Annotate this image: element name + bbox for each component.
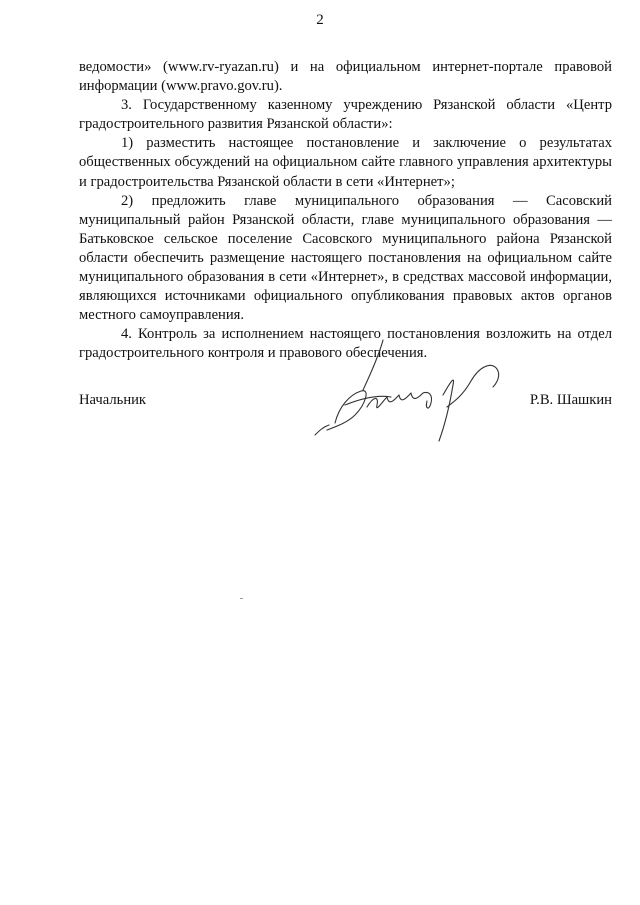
paragraph-subitem-2: 2) предложить главе муниципального образования — Сасовский муниципальный район Рязанской области, главе муниципального образования — Батьковское сельское поселение Сасовского муниципального района Рязанской области обеспечить размещение настоящего постановления на официальном сайте муниципального образования в сети «Интернет», в средствах массовой информации, являющихся источниками официального опубликования правовых актов органов местного самоуправления. — [79, 192, 612, 324]
page-number: 2 — [316, 12, 324, 28]
handwritten-signature-icon — [305, 335, 505, 445]
paragraph-subitem-1: 1) разместить настоящее постановление и заключение о результатах общественных обсуждений на официальном сайте главного управления архитектуры и градостроительства Рязанской области в сети «Интернет»; — [79, 135, 612, 190]
signatory-title: Начальник — [79, 392, 147, 408]
signature-block — [79, 392, 612, 412]
scan-speck — [240, 598, 243, 599]
paragraph-item-3: 3. Государственному казенному учреждению Рязанской области «Центр градостроительного развития Рязанской области»: — [79, 97, 612, 133]
signatory-name: Р.В. Шашкин — [529, 392, 612, 408]
paragraph-publication: ведомости» (www.rv-ryazan.ru) и на официальном интернет-портале правовой информации (www.pravo.gov.ru). — [79, 59, 612, 95]
paragraph-item-4: 4. Контроль за исполнением настоящего постановления возложить на отдел градостроительного контроля и правового обеспечения. — [79, 326, 612, 362]
document-body — [79, 58, 612, 364]
